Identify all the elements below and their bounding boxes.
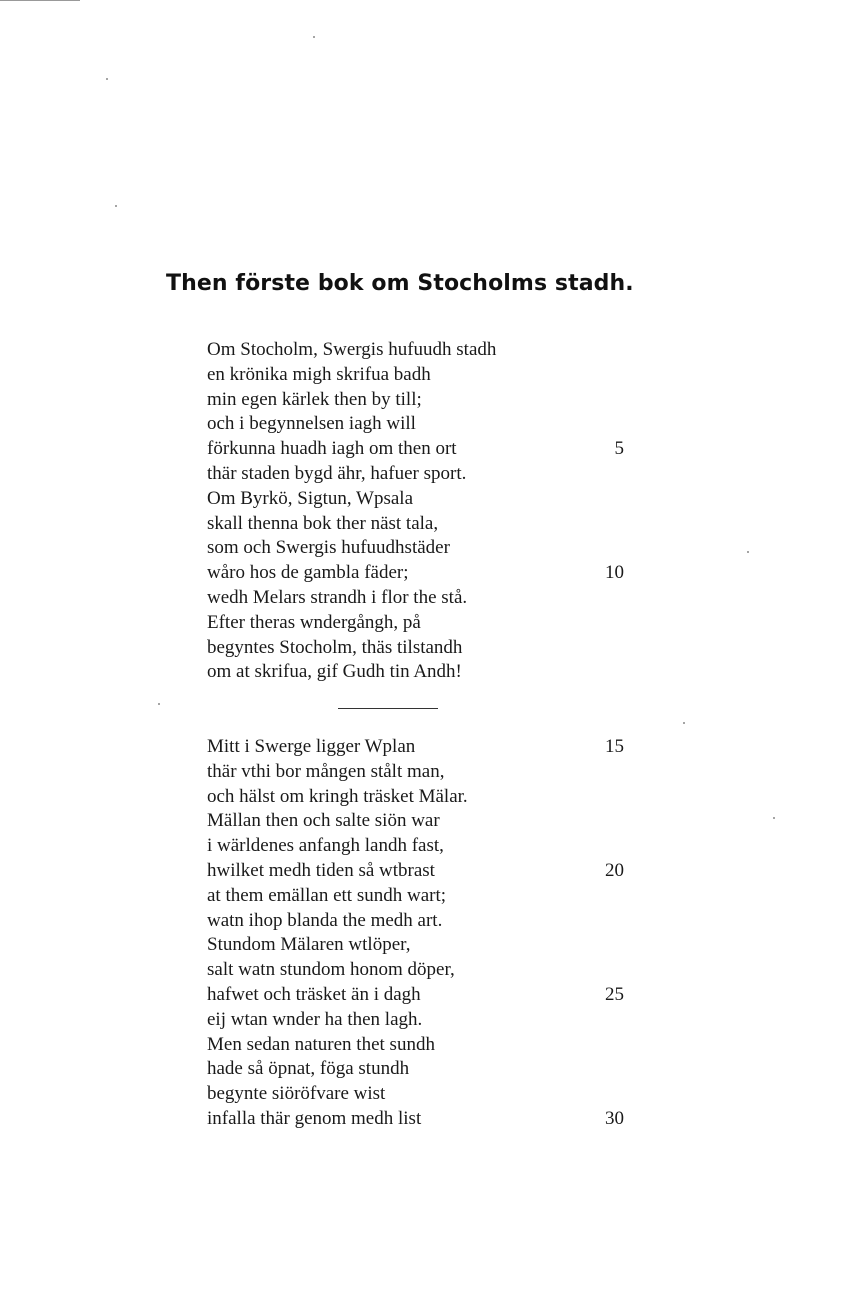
verse-line: [207, 462, 637, 487]
line-number: 5: [614, 438, 624, 460]
verse-line: [207, 412, 637, 437]
line-number: 25: [605, 983, 624, 1005]
paper-speck: [106, 78, 108, 80]
verse-text: thär vthi bor mången stålt man,: [207, 760, 445, 782]
verse-line: [207, 636, 637, 661]
verse-text: förkunna huadh iagh om then ort: [207, 438, 457, 460]
verse-text: Om Stocholm, Swergis hufuudh stadh: [207, 339, 497, 360]
line-number: 15: [605, 736, 624, 757]
verse-line: [207, 983, 637, 1008]
verse-line: [207, 834, 637, 859]
verse-text: och i begynnelsen iagh will: [207, 413, 416, 435]
verse-line: [207, 809, 637, 834]
stanza-2: [207, 735, 637, 1132]
verse-text: Stundom Mälaren wtlöper,: [207, 934, 411, 956]
verse-line: [207, 586, 637, 611]
verse-line: [207, 1033, 637, 1058]
paper-speck: [158, 703, 160, 705]
verse-text: Mällan then och salte siön war: [207, 810, 440, 832]
stanza-1: [207, 338, 637, 685]
verse-line: [207, 512, 637, 537]
verse-text: Men sedan naturen thet sundh: [207, 1033, 435, 1055]
verse-text: infalla thär genom medh list: [207, 1107, 422, 1129]
verse-line: [207, 785, 637, 810]
verse-text: Mitt i Swerge ligger Wplan: [207, 736, 416, 757]
scan-edge-rule: [0, 0, 80, 1]
verse-line: [207, 760, 637, 785]
verse-text: en krönika migh skrifua badh: [207, 363, 431, 385]
line-number: 10: [605, 562, 624, 584]
verse-line: [207, 735, 637, 760]
verse-line: [207, 933, 637, 958]
verse-text: min egen kärlek then by till;: [207, 388, 422, 410]
verse-line: [207, 611, 637, 636]
verse-text: eij wtan wnder ha then lagh.: [207, 1008, 423, 1030]
verse-text: wåro hos de gambla fäder;: [207, 562, 409, 584]
verse-line: [207, 1107, 637, 1132]
verse-line: [207, 561, 637, 586]
verse-text: som och Swergis hufuudhstäder: [207, 537, 450, 559]
line-number: 30: [605, 1107, 624, 1129]
verse-text: thär staden bygd ähr, hafuer sport.: [207, 462, 467, 484]
paper-speck: [683, 722, 685, 724]
verse-text: wedh Melars strandh i flor the stå.: [207, 586, 468, 608]
verse-line: [207, 1008, 637, 1033]
verse-text: skall thenna bok ther näst tala,: [207, 512, 439, 534]
verse-line: [207, 536, 637, 561]
verse-line: [207, 363, 637, 388]
verse-text: och hälst om kringh träsket Mälar.: [207, 785, 468, 807]
verse-text: Efter theras wndergångh, på: [207, 611, 421, 633]
line-number: 20: [605, 859, 624, 881]
paper-speck: [747, 551, 749, 553]
verse-line: [207, 487, 637, 512]
paper-speck: [313, 36, 315, 38]
verse-line: [207, 958, 637, 983]
verse-text: om at skrifua, gif Gudh tin Andh!: [207, 661, 462, 683]
verse-line: [207, 437, 637, 462]
verse-text: hwilket medh tiden så wtbrast: [207, 859, 435, 881]
verse-text: i wärldenes anfangh landh fast,: [207, 835, 444, 857]
paper-speck: [115, 205, 117, 207]
verse-text: begyntes Stocholm, thäs tilstandh: [207, 636, 463, 658]
verse-line: [207, 1082, 637, 1107]
verse-text: hafwet och träsket än i dagh: [207, 983, 421, 1005]
verse-text: at them emällan ett sundh wart;: [207, 884, 447, 906]
section-divider: [338, 708, 438, 709]
verse-text: hade så öpnat, föga stundh: [207, 1058, 410, 1080]
verse-text: salt watn stundom honom döper,: [207, 959, 455, 981]
verse-line: [207, 909, 637, 934]
verse-line: [207, 338, 637, 363]
verse-line: [207, 1057, 637, 1082]
verse-line: [207, 859, 637, 884]
verse-line: [207, 388, 637, 413]
verse-text: watn ihop blanda the medh art.: [207, 909, 443, 931]
paper-speck: [773, 817, 775, 819]
verse-text: begynte siöröfvare wist: [207, 1083, 386, 1105]
verse-line: [207, 660, 637, 685]
verse-line: [207, 884, 637, 909]
verse-text: Om Byrkö, Sigtun, Wpsala: [207, 487, 414, 509]
chapter-title: Then förste bok om Stocholms stadh.: [166, 271, 634, 296]
